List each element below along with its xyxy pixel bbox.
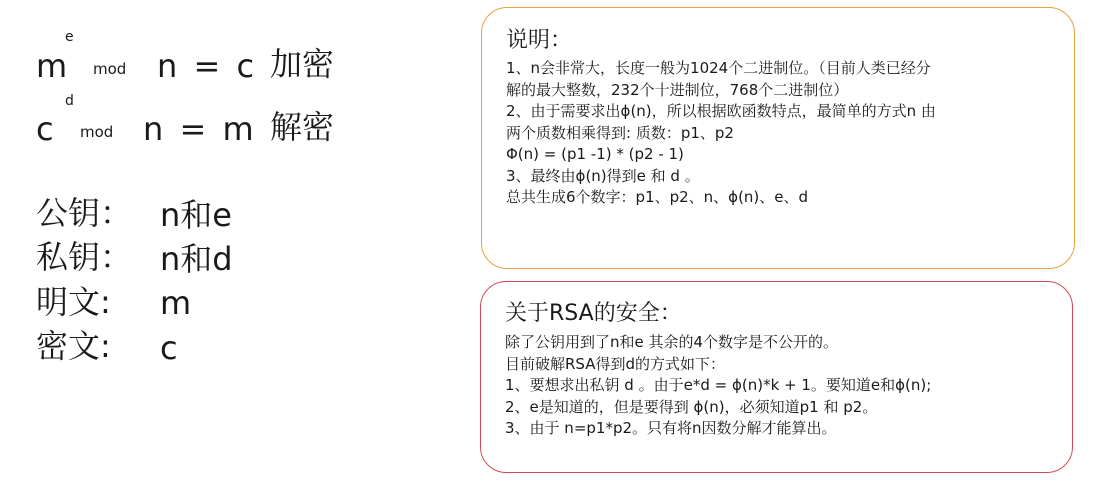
security-line: 除了公钥用到了n和e 其余的4个数字是不公开的。 — [505, 333, 839, 351]
encrypt-base: m — [36, 47, 68, 85]
security-lines — [505, 332, 1060, 440]
security-line: 3、由于 n=p1*p2。只有将n因数分解才能算出。 — [505, 419, 837, 437]
note-title: 说明： — [506, 28, 573, 53]
note-line: 2、由于需要求出ϕ(n)，所以根据欧函数特点，最简单的方式n 由 — [506, 102, 936, 120]
decrypt-exponent: d — [65, 93, 74, 109]
ciphertext-label: 密文: — [36, 327, 111, 365]
decrypt-rhs: n = m — [143, 110, 254, 148]
note-line: 3、最终由ϕ(n)得到e 和 d 。 — [506, 166, 700, 185]
security-line: 2、e是知道的，但是要得到 ϕ(n)，必须知道p1 和 p2。 — [505, 397, 878, 416]
note-line: 两个质数相乘得到: 质数：p1、p2 — [506, 123, 734, 142]
note-line: 解的最大整数，232个十进制位，768个二进制位） — [506, 80, 849, 99]
encrypt-label: 加密 — [270, 45, 335, 83]
encrypt-rhs: n = c — [157, 47, 255, 85]
security-box — [480, 281, 1073, 473]
security-line: 目前破解RSA得到d的方式如下： — [505, 354, 726, 373]
decrypt-label: 解密 — [270, 108, 335, 146]
ciphertext-value: c — [160, 329, 178, 367]
note-lines — [506, 58, 1062, 209]
public-key-label: 公钥： — [36, 194, 133, 232]
public-key-value: n和e — [160, 196, 232, 234]
decrypt-mod: mod — [80, 123, 114, 141]
plaintext-label: 明文: — [36, 283, 111, 321]
note-box — [481, 7, 1075, 269]
decrypt-base: c — [36, 110, 54, 148]
security-line: 1、要想求出私钥 d 。由于e*d = ϕ(n)*k + 1。要知道e和ϕ(n); — [505, 376, 932, 394]
security-title: 关于RSA的安全： — [505, 301, 682, 326]
note-line: Φ(n) = (p1 -1) * (p2 - 1) — [506, 145, 684, 163]
note-line: 总共生成6个数字：p1、p2、n、ϕ(n)、e、d — [506, 188, 809, 206]
note-line: 1、n会非常大，长度一般为1024个二进制位。（目前人类已经分 — [506, 59, 931, 77]
private-key-value: n和d — [160, 240, 233, 278]
plaintext-value: m — [160, 284, 192, 322]
encrypt-mod: mod — [93, 60, 127, 78]
encrypt-exponent: e — [65, 29, 74, 45]
private-key-label: 私钥： — [36, 238, 133, 276]
